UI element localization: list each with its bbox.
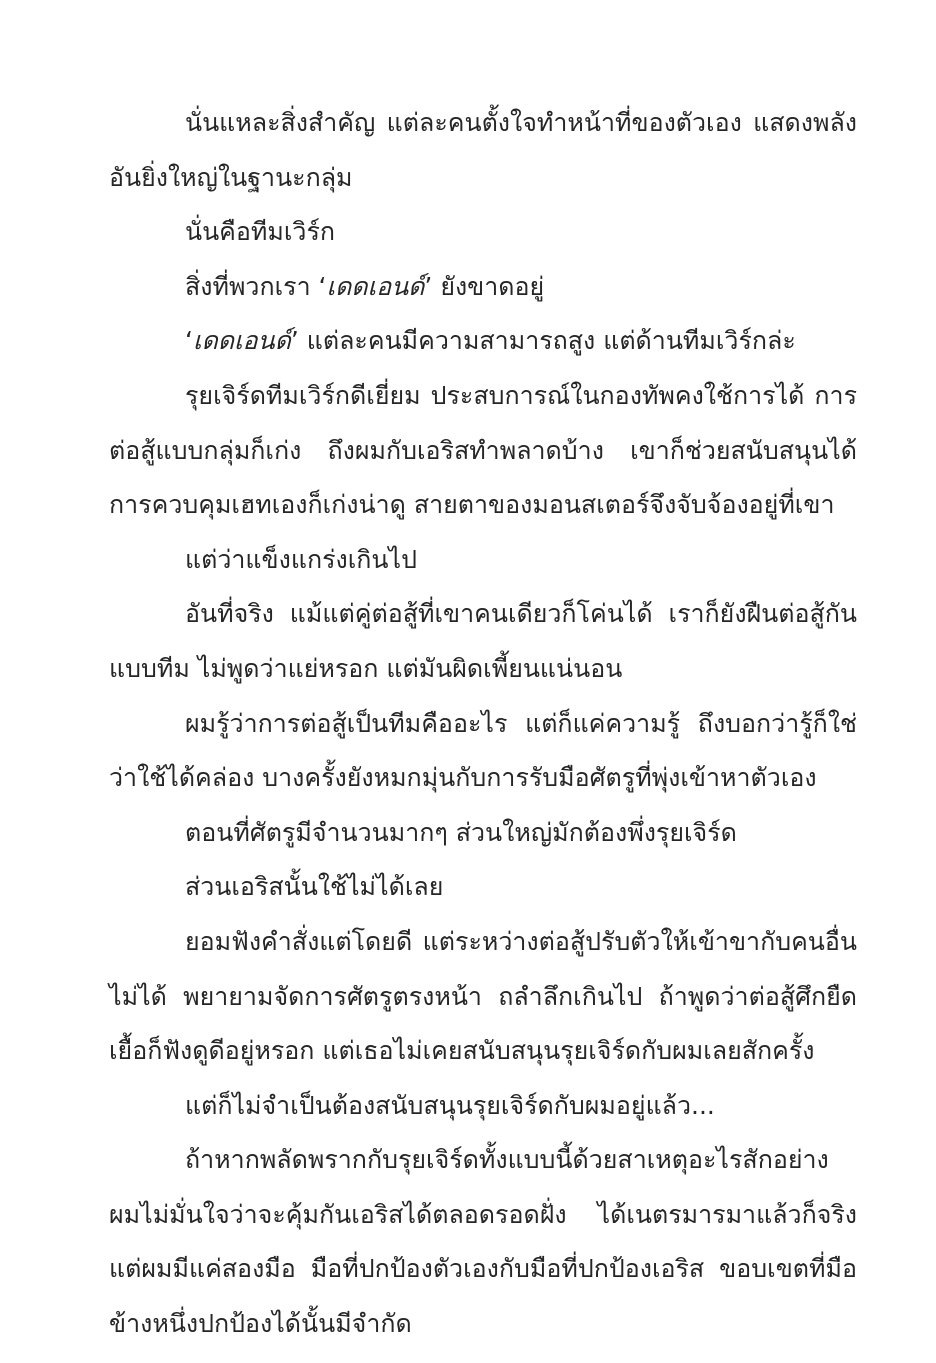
text-run: ‘ xyxy=(185,326,193,356)
paragraph xyxy=(109,860,857,915)
paragraph xyxy=(109,533,857,588)
party-name: เดดเอนด์ xyxy=(326,271,425,301)
paragraph xyxy=(109,1133,857,1351)
body-text xyxy=(109,96,857,1352)
paragraph xyxy=(109,260,857,315)
paragraph xyxy=(109,205,857,260)
text-run: ตอนที่ศัตรูมีจำนวนมากๆ ส่วนใหญ่มักต้องพึ่งรุยเจิร์ด xyxy=(185,817,737,847)
text-run: ถ้าหากพลัดพรากกับรุยเจิร์ดทั้งแบบนี้ด้วยสาเหตุอะไรสักอย่าง ผมไม่มั่นใจว่าจะคุ้มกันเอริสได้ตลอดรอดฝั่ง ได้เนตรมารมาแล้วก็จริง แต่ผมมีแค่สองมือ มือที่ปกป้องตัวเองกับมือที่ปกป้องเอริส ขอบเขตที่มือข้างหนึ่งปกป้องได้นั้นมีจำกัด xyxy=(109,1145,857,1339)
paragraph xyxy=(109,915,857,1079)
text-run: นั่นคือทีมเวิร์ก xyxy=(185,217,336,247)
text-run: รุยเจิร์ดทีมเวิร์กดีเยี่ยม ประสบการณ์ในกองทัพคงใช้การได้ การต่อสู้แบบกลุ่มก็เก่ง ถึงผมกับเอริสทำพลาดบ้าง เขาก็ช่วยสนับสนุนได้ การควบคุมเฮทเองก็เก่งน่าดู สายตาของมอนสเตอร์จึงจับจ้องอยู่ที่เขา xyxy=(109,380,857,520)
paragraph xyxy=(109,587,857,696)
paragraph xyxy=(109,806,857,861)
text-run: แต่ก็ไม่จำเป็นต้องสนับสนุนรุยเจิร์ดกับผมอยู่แล้ว... xyxy=(185,1090,715,1120)
text-run: ’ ยังขาดอยู่ xyxy=(424,271,545,301)
paragraph xyxy=(109,369,857,533)
text-run: ผมรู้ว่าการต่อสู้เป็นทีมคืออะไร แต่ก็แค่ความรู้ ถึงบอกว่ารู้ก็ใช่ว่าใช้ได้คล่อง บางครั้งยังหมกมุ่นกับการรับมือศัตรูที่พุ่งเข้าหาตัวเอง xyxy=(109,708,857,793)
paragraph xyxy=(109,314,857,369)
text-run: นั่นแหละสิ่งสำคัญ แต่ละคนตั้งใจทำหน้าที่ของตัวเอง แสดงพลังอันยิ่งใหญ่ในฐานะกลุ่ม xyxy=(109,108,857,192)
party-name: เดดเอนด์ xyxy=(192,326,291,356)
text-run: ’ แต่ละคนมีความสามารถสูง แต่ด้านทีมเวิร์กล่ะ xyxy=(290,326,796,356)
paragraph xyxy=(109,697,857,806)
text-run: สิ่งที่พวกเรา ‘ xyxy=(185,271,327,301)
paragraph xyxy=(109,96,857,205)
text-run: ส่วนเอริสนั้นใช้ไม่ได้เลย xyxy=(185,872,444,902)
paragraph xyxy=(109,1079,857,1134)
text-run: อันที่จริง แม้แต่คู่ต่อสู้ที่เขาคนเดียวก็โค่นได้ เราก็ยังฝืนต่อสู้กันแบบทีม ไม่พูดว่าแย่หรอก แต่มันผิดเพี้ยนแน่นอน xyxy=(109,599,857,683)
text-run: ยอมฟังคำสั่งแต่โดยดี แต่ระหว่างต่อสู้ปรับตัวให้เข้าขากับคนอื่นไม่ได้ พยายามจัดการศัตรูตรงหน้า ถลำลึกเกินไป ถ้าพูดว่าต่อสู้ศึกยืดเยื้อก็ฟังดูดีอยู่หรอก แต่เธอไม่เคยสนับสนุนรุยเจิร์ดกับผมเลยสักครั้ง xyxy=(109,926,857,1066)
text-run: แต่ว่าแข็งแกร่งเกินไป xyxy=(185,544,417,574)
